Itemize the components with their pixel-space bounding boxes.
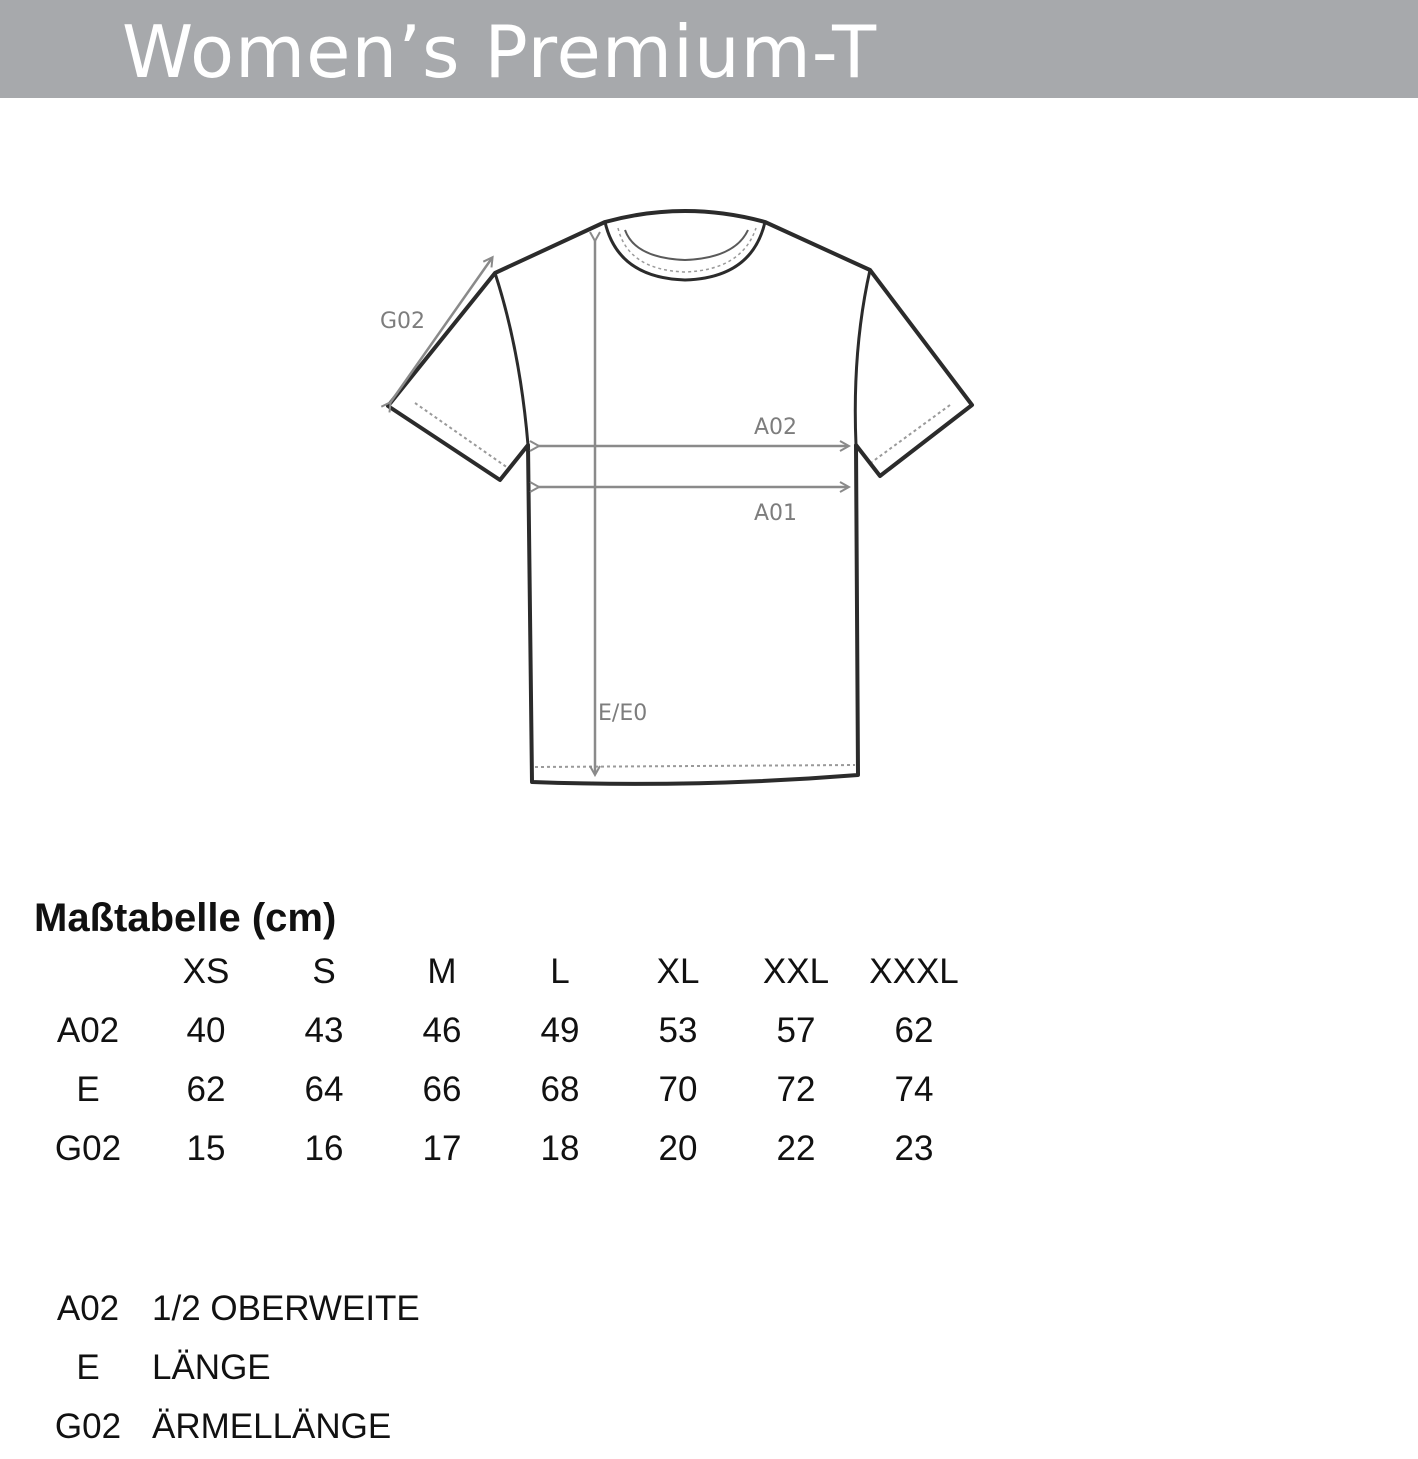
chest-lower-label: A01 — [754, 501, 798, 526]
table-cell: 74 — [894, 1070, 934, 1109]
size-header-s: S — [312, 952, 336, 991]
legend-desc-g02: ÄRMELLÄNGE — [152, 1407, 392, 1446]
table-cell: 62 — [894, 1011, 934, 1050]
table-cell: 64 — [304, 1070, 344, 1109]
table-cell: 23 — [894, 1129, 934, 1168]
legend-code-g02: G02 — [54, 1407, 122, 1446]
size-header-m: M — [427, 952, 457, 991]
size-header-xl: XL — [656, 952, 700, 991]
size-header-xs: XS — [182, 952, 230, 991]
sleeve-length-label: G02 — [380, 309, 426, 334]
size-header-xxxl: XXXL — [869, 952, 959, 991]
header-bar — [0, 0, 1418, 98]
tshirt-measurement-diagram — [360, 200, 1000, 810]
chest-upper-label: A02 — [754, 415, 798, 440]
table-cell: 57 — [776, 1011, 816, 1050]
table-cell: 17 — [422, 1129, 462, 1168]
legend-code-e: E — [76, 1348, 100, 1387]
table-cell: 46 — [422, 1011, 462, 1050]
table-cell: 22 — [776, 1129, 816, 1168]
table-cell: 72 — [776, 1070, 816, 1109]
legend-desc-e: LÄNGE — [152, 1348, 271, 1387]
legend-code-a02: A02 — [56, 1289, 120, 1328]
tshirt-illustration — [360, 200, 1000, 810]
size-header-l: L — [550, 952, 570, 991]
tshirt-outline — [388, 211, 972, 784]
size-header-xxl: XXL — [762, 952, 830, 991]
table-cell: 66 — [422, 1070, 462, 1109]
table-cell: 49 — [540, 1011, 580, 1050]
table-cell: 18 — [540, 1129, 580, 1168]
table-cell: 40 — [186, 1011, 226, 1050]
row-code-g02: G02 — [54, 1129, 122, 1168]
row-code-e: E — [76, 1070, 100, 1109]
size-table-title: Maßtabelle (cm) — [34, 896, 337, 940]
table-cell: 62 — [186, 1070, 226, 1109]
table-cell: 16 — [304, 1129, 344, 1168]
table-cell: 53 — [658, 1011, 698, 1050]
legend-desc-a02: 1/2 OBERWEITE — [152, 1289, 420, 1328]
table-cell: 20 — [658, 1129, 698, 1168]
page-title: Women’s Premium-T — [122, 10, 878, 94]
table-cell: 70 — [658, 1070, 698, 1109]
length-label: E/E0 — [598, 701, 648, 726]
table-cell: 15 — [186, 1129, 226, 1168]
row-code-a02: A02 — [56, 1011, 120, 1050]
table-cell: 68 — [540, 1070, 580, 1109]
table-cell: 43 — [304, 1011, 344, 1050]
